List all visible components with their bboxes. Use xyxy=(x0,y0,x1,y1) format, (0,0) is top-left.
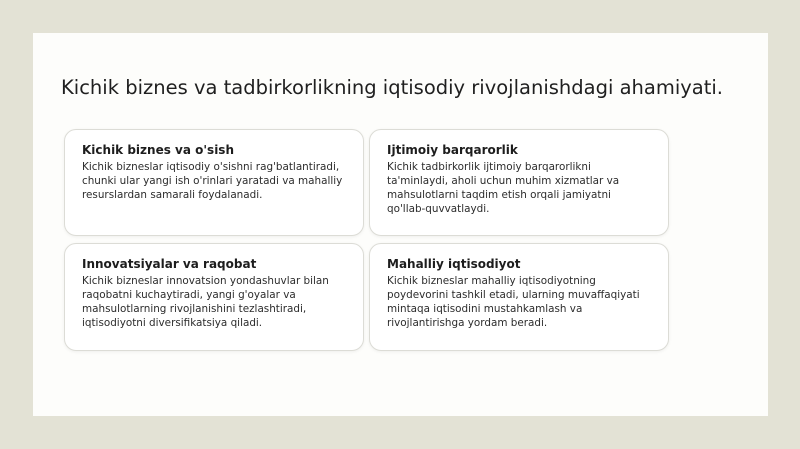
card-innovatsiyalar xyxy=(64,243,364,351)
card-text: Kichik bizneslar mahalliy iqtisodiyotning poydevorini tashkil etadi, ularning muvaffaqiyati mintaqa iqtisodini mustahkamlash va rivojlantirishga yordam beradi. xyxy=(387,275,640,329)
card-heading: Ijtimoiy barqarorlik xyxy=(387,143,518,157)
card-heading: Innovatsiyalar va raqobat xyxy=(82,257,257,271)
slide-title: Kichik biznes va tadbirkorlikning iqtisodiy rivojlanishdagi ahamiyati. xyxy=(61,76,724,99)
card-heading: Kichik biznes va o'sish xyxy=(82,143,234,157)
card-mahalliy-iqtisodiyot xyxy=(369,243,669,351)
card-kichik-biznes xyxy=(64,129,364,236)
card-text: Kichik bizneslar iqtisodiy o'sishni rag'batlantiradi, chunki ular yangi ish o'rinlari yaratadi va mahalliy resurslardan samarali foydalanadi. xyxy=(82,161,343,201)
card-text: Kichik tadbirkorlik ijtimoiy barqarorlikni ta'minlaydi, aholi uchun muhim xizmatlar va mahsulotlarni taqdim etish orqali jamiyatni qo'llab-quvvatlaydi. xyxy=(387,161,620,215)
card-text: Kichik bizneslar innovatsion yondashuvlar bilan raqobatni kuchaytiradi, yangi g'oyalar va mahsulotlarning rivojlanishini tezlashtiradi, iqtisodiyotni diversifikatsiya qiladi. xyxy=(82,275,329,329)
card-ijtimoiy-barqarorlik xyxy=(369,129,669,236)
card-heading: Mahalliy iqtisodiyot xyxy=(387,257,521,271)
